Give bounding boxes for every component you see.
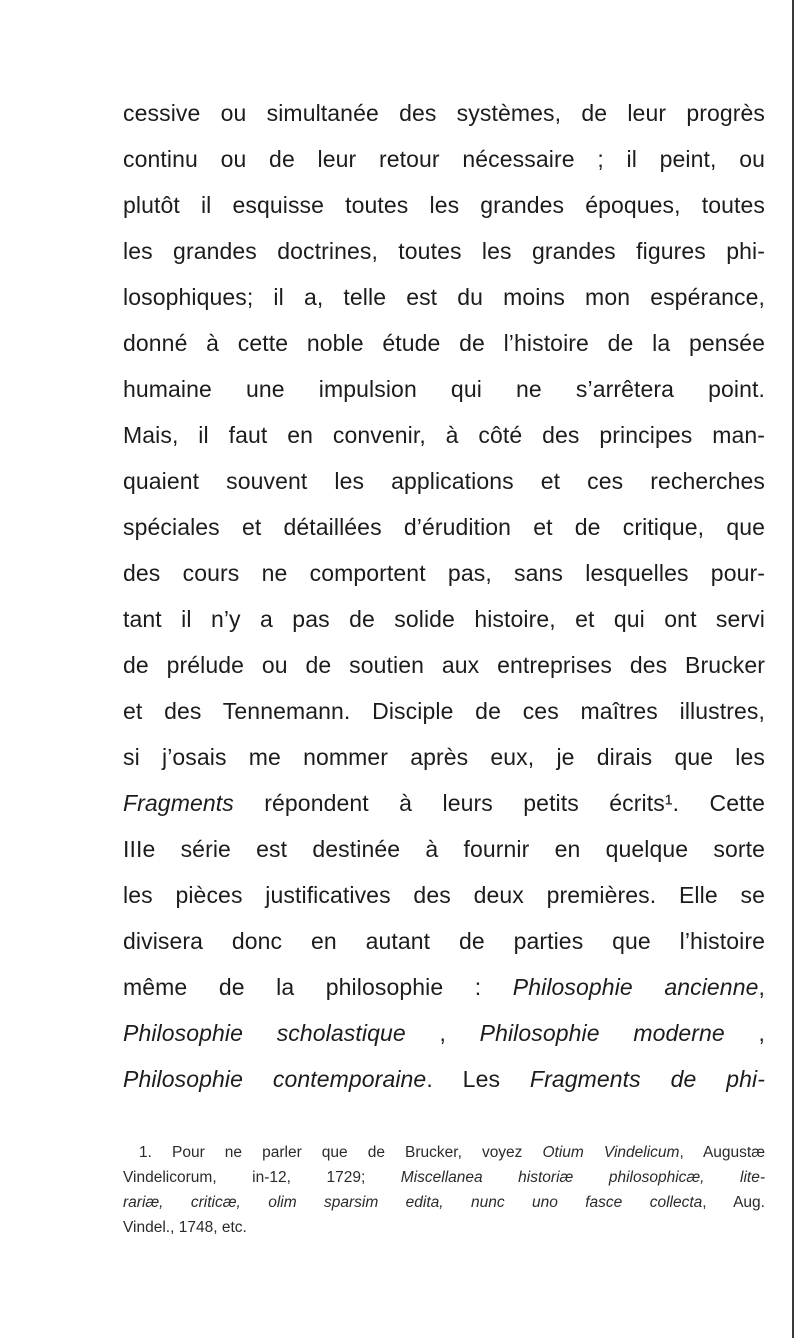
text-segment: continu ou de leur retour nécessaire ; il peint, ou	[123, 146, 765, 172]
text-segment: même de la philosophie :	[123, 974, 513, 1000]
text-segment: , Aug.	[702, 1194, 765, 1211]
text-segment: 1. Pour ne parler que de Brucker, voyez	[139, 1144, 543, 1161]
text-segment: si j’osais me nommer après eux, je dirais que les	[123, 744, 765, 770]
text-segment: les grandes doctrines, toutes les grandes figures phi-	[123, 238, 765, 264]
text-segment: spéciales et détaillées d’érudition et de critique, que	[123, 514, 765, 540]
italic-text: Philosophie ancienne	[512, 974, 759, 1000]
text-segment: losophiques; il a, telle est du moins mon espérance,	[123, 284, 765, 310]
text-segment: quaient souvent les applications et ces recherches	[123, 468, 765, 494]
body-line	[123, 90, 765, 136]
text-segment: ,	[405, 1020, 480, 1046]
italic-text: Fragments	[123, 790, 234, 816]
body-line	[123, 274, 765, 320]
body-line	[123, 596, 765, 642]
body-line	[123, 1056, 765, 1102]
body-line	[123, 412, 765, 458]
page-edge-line	[792, 0, 794, 1338]
text-segment: , Augustæ	[679, 1144, 765, 1161]
text-segment: tant il n’y a pas de solide histoire, et qui ont servi	[123, 606, 765, 632]
text-segment: répondent à leurs petits écrits¹. Cette	[233, 790, 765, 816]
italic-text: Philosophie scholastique	[123, 1020, 406, 1046]
footnote-line	[123, 1140, 765, 1165]
footnote-line	[123, 1215, 765, 1240]
text-segment: les pièces justificatives des deux premières. Elle se	[123, 882, 765, 908]
body-line	[123, 826, 765, 872]
body-line	[123, 780, 765, 826]
body-line	[123, 964, 765, 1010]
footnote-line	[123, 1165, 765, 1190]
body-line	[123, 504, 765, 550]
italic-text: Miscellanea historiæ philosophicæ, lite-	[400, 1169, 765, 1186]
text-segment: humaine une impulsion qui ne s’arrêtera point.	[123, 376, 765, 402]
italic-text: Otium Vindelicum	[542, 1144, 680, 1161]
body-line	[123, 458, 765, 504]
body-text	[123, 90, 765, 1102]
text-segment: cessive ou simultanée des systèmes, de leur progrès	[123, 100, 765, 126]
italic-text: rariæ, criticæ, olim sparsim edita, nunc uno fasce collecta	[123, 1194, 703, 1211]
text-segment: . Les	[426, 1066, 530, 1092]
italic-text: Philosophie contemporaine	[123, 1066, 427, 1092]
text-segment: des cours ne comportent pas, sans lesquelles pour-	[123, 560, 765, 586]
body-line	[123, 228, 765, 274]
body-line	[123, 688, 765, 734]
footnotes	[123, 1140, 765, 1240]
body-line	[123, 320, 765, 366]
text-segment: ,	[758, 974, 765, 1000]
body-line	[123, 872, 765, 918]
text-segment: plutôt il esquisse toutes les grandes époques, toutes	[123, 192, 765, 218]
text-segment: donné à cette noble étude de l’histoire de la pensée	[123, 330, 765, 356]
body-line	[123, 136, 765, 182]
body-line	[123, 1010, 765, 1056]
footnote-line	[123, 1190, 765, 1215]
text-segment: Vindel., 1748, etc.	[123, 1219, 247, 1236]
body-line	[123, 918, 765, 964]
body-line	[123, 734, 765, 780]
body-line	[123, 366, 765, 412]
text-segment: Vindelicorum, in-12, 1729;	[123, 1169, 401, 1186]
text-segment: de prélude ou de soutien aux entreprises des Brucker	[123, 652, 765, 678]
body-line	[123, 550, 765, 596]
text-segment: et des Tennemann. Disciple de ces maîtres illustres,	[123, 698, 765, 724]
text-segment: ,	[724, 1020, 765, 1046]
text-segment: IIIe série est destinée à fournir en quelque sorte	[123, 836, 765, 862]
text-segment: divisera donc en autant de parties que l’histoire	[123, 928, 765, 954]
body-line	[123, 642, 765, 688]
italic-text: Fragments de phi-	[529, 1066, 765, 1092]
italic-text: Philosophie moderne	[479, 1020, 725, 1046]
body-line	[123, 182, 765, 228]
text-segment: Mais, il faut en convenir, à côté des principes man-	[123, 422, 765, 448]
